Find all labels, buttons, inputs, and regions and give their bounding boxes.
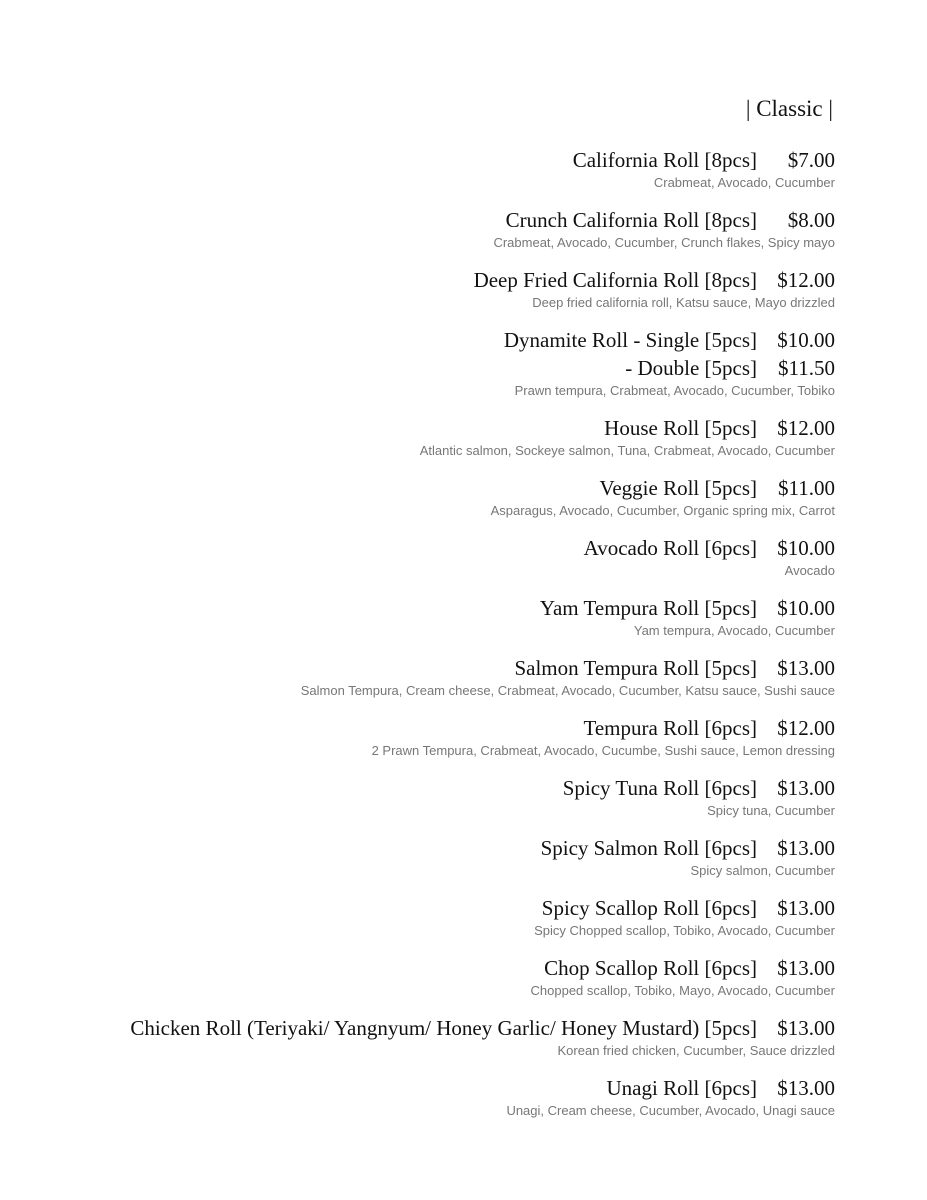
item-line: [15, 714, 835, 742]
menu-list: [15, 146, 835, 1134]
item-line: [15, 954, 835, 982]
item-line: [15, 654, 835, 682]
item-price: $12.00: [777, 416, 835, 440]
item-description: Chopped scallop, Tobiko, Mayo, Avocado, Cucumber: [530, 983, 835, 998]
item-line: [15, 146, 835, 174]
item-price: $10.00: [777, 328, 835, 352]
item-name: Avocado Roll [6pcs]: [583, 536, 757, 560]
item-name: Chicken Roll (Teriyaki/ Yangnyum/ Honey Garlic/ Honey Mustard) [5pcs]: [130, 1016, 757, 1040]
item-name: California Roll [8pcs]: [572, 148, 757, 172]
item-name-variant: - Double [5pcs]: [625, 356, 757, 380]
item-price: $13.00: [777, 1016, 835, 1040]
item-description: Crabmeat, Avocado, Cucumber, Crunch flakes, Spicy mayo: [493, 235, 835, 250]
item-price-variant: $11.50: [778, 356, 835, 380]
menu-item: [15, 714, 835, 760]
item-name: Spicy Salmon Roll [6pcs]: [540, 836, 757, 860]
item-description: Spicy salmon, Cucumber: [690, 863, 835, 878]
item-line: [15, 894, 835, 922]
item-price: $13.00: [777, 956, 835, 980]
item-line: [15, 266, 835, 294]
item-name: Crunch California Roll [8pcs]: [505, 208, 757, 232]
item-description: Crabmeat, Avocado, Cucumber: [653, 175, 835, 190]
item-description: Atlantic salmon, Sockeye salmon, Tuna, Crabmeat, Avocado, Cucumber: [419, 443, 835, 458]
item-line: [15, 206, 835, 234]
item-line: [15, 1074, 835, 1102]
item-name: Yam Tempura Roll [5pcs]: [539, 596, 757, 620]
item-line: [15, 1014, 835, 1042]
item-price: $10.00: [777, 536, 835, 560]
item-price: $13.00: [777, 1076, 835, 1100]
menu-item: [15, 1014, 835, 1060]
item-price: $13.00: [777, 896, 835, 920]
item-price: $13.00: [777, 836, 835, 860]
item-description: Avocado: [784, 563, 835, 578]
menu-item: [15, 954, 835, 1000]
item-line-variant: [15, 354, 835, 382]
item-price: $13.00: [777, 776, 835, 800]
item-line: [15, 534, 835, 562]
item-line: [15, 326, 835, 354]
item-line: [15, 594, 835, 622]
item-name: Deep Fried California Roll [8pcs]: [473, 268, 757, 292]
item-name: Spicy Scallop Roll [6pcs]: [541, 896, 757, 920]
item-price: $10.00: [777, 596, 835, 620]
menu-item: [15, 834, 835, 880]
item-description: Spicy tuna, Cucumber: [707, 803, 835, 818]
item-name: Unagi Roll [6pcs]: [606, 1076, 757, 1100]
menu-item: [15, 654, 835, 700]
menu-item: [15, 326, 835, 400]
item-price: $7.00: [787, 148, 835, 172]
item-price: $13.00: [777, 656, 835, 680]
item-price: $11.00: [778, 476, 835, 500]
item-line: [15, 774, 835, 802]
item-description: Korean fried chicken, Cucumber, Sauce drizzled: [557, 1043, 835, 1058]
item-description: Prawn tempura, Crabmeat, Avocado, Cucumber, Tobiko: [514, 383, 835, 398]
item-name: Tempura Roll [6pcs]: [583, 716, 757, 740]
item-description: Deep fried california roll, Katsu sauce, Mayo drizzled: [532, 295, 835, 310]
item-price: $12.00: [777, 716, 835, 740]
item-name: Spicy Tuna Roll [6pcs]: [562, 776, 757, 800]
item-name: House Roll [5pcs]: [604, 416, 757, 440]
item-description: Yam tempura, Avocado, Cucumber: [633, 623, 835, 638]
item-name: Dynamite Roll - Single [5pcs]: [503, 328, 757, 352]
item-name: Salmon Tempura Roll [5pcs]: [514, 656, 757, 680]
item-line: [15, 474, 835, 502]
menu-item: [15, 534, 835, 580]
menu-item: [15, 774, 835, 820]
item-name: Veggie Roll [5pcs]: [599, 476, 757, 500]
item-description: Asparagus, Avocado, Cucumber, Organic spring mix, Carrot: [490, 503, 835, 518]
menu-item: [15, 206, 835, 252]
item-description: 2 Prawn Tempura, Crabmeat, Avocado, Cucumbe, Sushi sauce, Lemon dressing: [371, 743, 835, 758]
menu-item: [15, 146, 835, 192]
item-line: [15, 834, 835, 862]
menu-item: [15, 414, 835, 460]
menu-item: [15, 594, 835, 640]
item-line: [15, 414, 835, 442]
item-description: Salmon Tempura, Cream cheese, Crabmeat, Avocado, Cucumber, Katsu sauce, Sushi sauce: [300, 683, 835, 698]
menu-item: [15, 266, 835, 312]
menu-item: [15, 474, 835, 520]
item-price: $12.00: [777, 268, 835, 292]
menu-item: [15, 894, 835, 940]
menu-item: [15, 1074, 835, 1120]
item-name: Chop Scallop Roll [6pcs]: [544, 956, 757, 980]
item-description: Spicy Chopped scallop, Tobiko, Avocado, Cucumber: [534, 923, 835, 938]
section-title: | Classic |: [745, 96, 833, 121]
item-price: $8.00: [787, 208, 835, 232]
item-description: Unagi, Cream cheese, Cucumber, Avocado, Unagi sauce: [506, 1103, 835, 1118]
